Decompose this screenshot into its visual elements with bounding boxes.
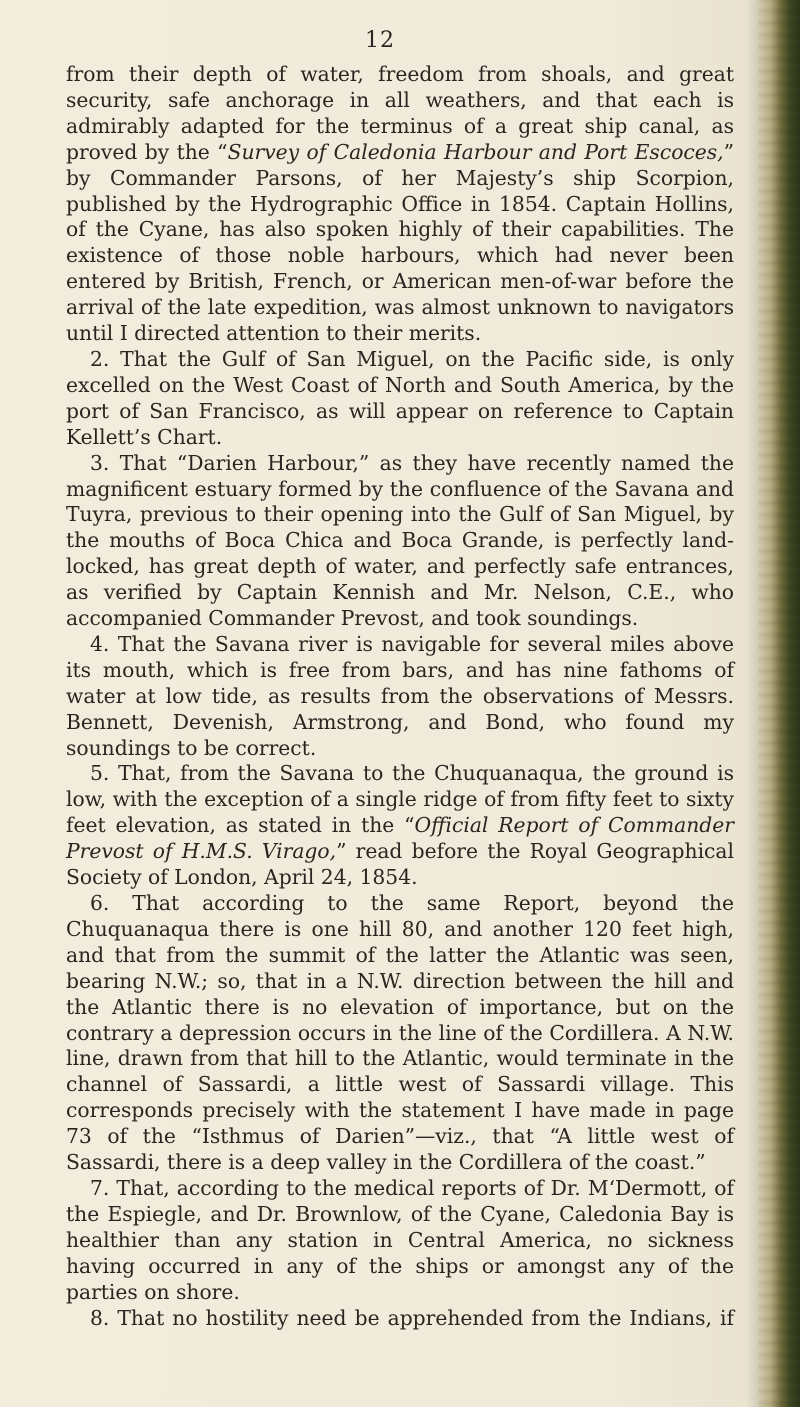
paragraph-4: 4. That the Savana river is navigable for several miles above its mouth, which is free from bars, and has nine fathoms of water at low tide, as results from the observations of Messrs. Bennett, Devenish, Armstrong, and Bond, who found my soundings to be correct. (66, 631, 734, 760)
paragraph-6: 6. That according to the same Report, beyond the Chuquanaqua there is one hill 80, and another 120 feet high, and that from the summit of the latter the Atlantic was seen, bearing N.W.; so, that in a N.W. direction between the hill and the Atlantic there is no elevation of importance, but on the contrary a depression occurs in the line of the Cordillera. A N.W. line, drawn from that hill to the Atlantic, would terminate in the channel of Sassardi, a little west of Sassardi village. This corresponds precisely with the statement I have made in page 73 of the “Isthmus of Darien”—viz., that “A little west of Sassardi, there is a deep valley in the Cordillera of the coast.” (66, 891, 734, 1175)
paragraph-1-text-end: ” by Commander Parsons, of her Majesty’s ship Scorpion, published by the Hydrographic Office in 1854. Captain Hollins, of the Cyane, has also spoken highly of their capabilities. The existence of those noble harbours, which had never been entered by British, French, or American men-of-war before the arrival of the late expedition, was almost unknown to navigators until I directed attention to their merits. (66, 139, 734, 346)
paragraph-2: 2. That the Gulf of San Miguel, on the Pacific side, is only excelled on the West Coast of North and South America, by the port of San Francisco, as will appear on reference to Captain Kellett’s Chart. (66, 346, 734, 449)
paragraph-5-text-end: ” read before the Royal Geographical Society of London, April 24, 1854. (66, 839, 734, 890)
body-text (66, 62, 734, 1331)
paragraph-7: 7. That, according to the medical reports of Dr. M‘Dermott, of the Espiegle, and Dr. Brownlow, of the Cyane, Caledonia Bay is healthier than any station in Central America, no sickness having occurred in any of the ships or amongst any of the parties on shore. (66, 1175, 734, 1304)
paragraph-1-continued (66, 62, 734, 347)
survey-title: Survey of Caledonia Harbour and Port Escoces, (227, 139, 724, 164)
paragraph-3: 3. That “Darien Harbour,” as they have recently named the magnificent estuary formed by the confluence of the Savana and Tuyra, previous to their opening into the Gulf of San Miguel, by the mouths of Boca Chica and Boca Grande, is perfectly land-locked, has great depth of water, and perfectly safe entrances, as verified by Captain Kennish and Mr. Nelson, C.E., who accompanied Commander Prevost, and took soundings. (66, 450, 734, 631)
paragraph-5 (66, 761, 734, 891)
paragraph-5-text: 5. That, from the Savana to the Chuquanaqua, the ground is low, with the exception of a single ridge of from fifty feet to sixty feet elevation, as stated in the “ (66, 761, 734, 838)
report-title: Official Report of Commander Prevost of H.M.S. Virago, (66, 813, 734, 864)
paragraph-1-text: from their depth of water, freedom from shoals, and great security, safe anchorage in all weathers, and that each is admirably adapted for the terminus of a great ship canal, as proved by the “ (66, 62, 734, 164)
page-number: 12 (365, 28, 395, 53)
paragraph-8: 8. That no hostility need be apprehended from the Indians, if (90, 1305, 734, 1330)
book-binding-edge (758, 0, 800, 1407)
